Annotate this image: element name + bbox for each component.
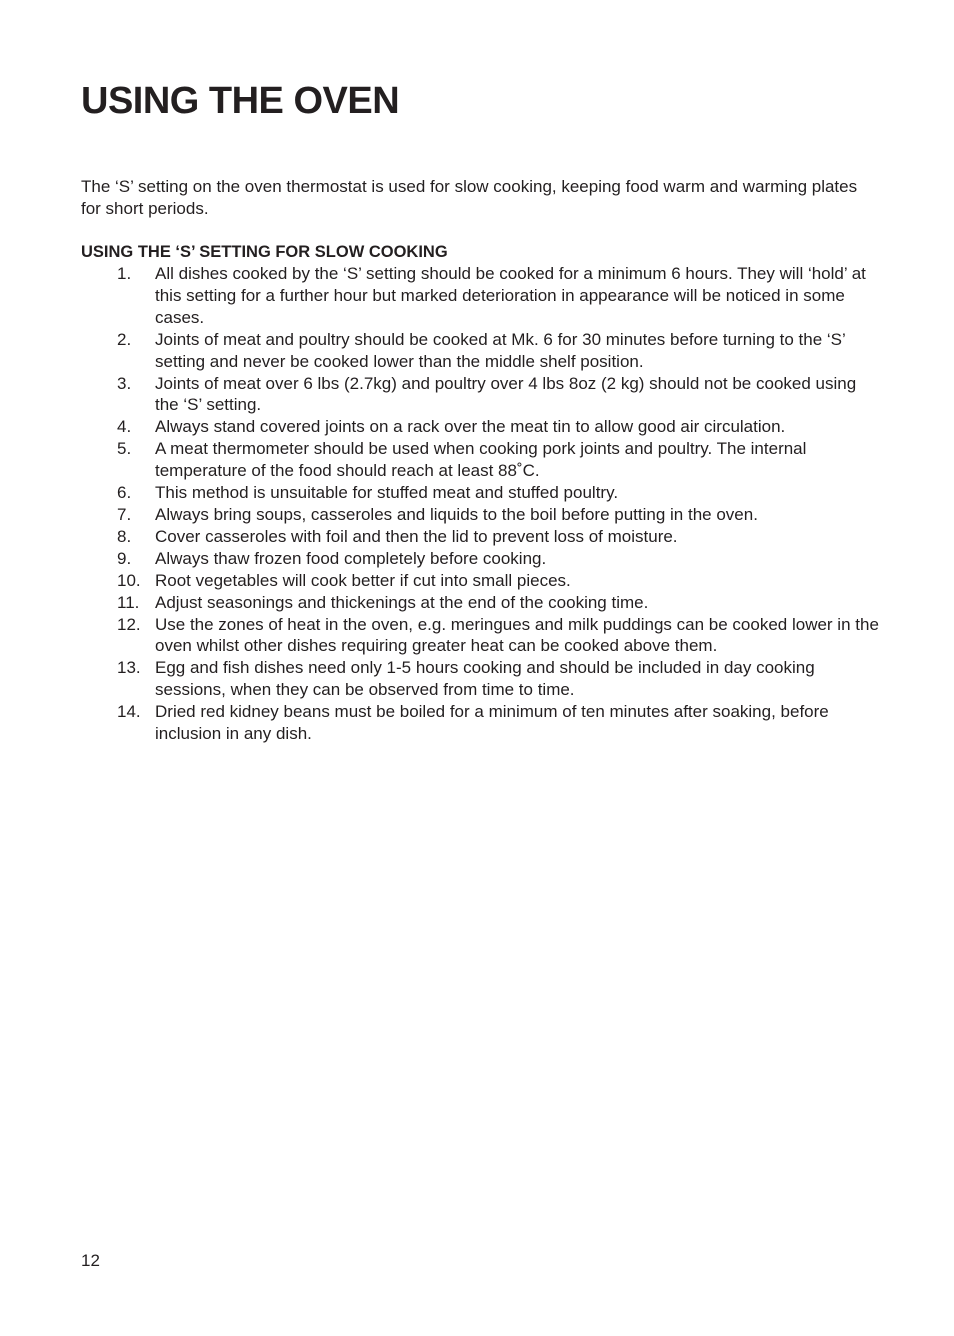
list-item: [81, 526, 881, 548]
item-text: Joints of meat and poultry should be cooked at Mk. 6 for 30 minutes before turning to the ‘S’ setting and never be cooked lower than the middle shelf position.: [155, 329, 846, 371]
intro-paragraph: The ‘S’ setting on the oven thermostat is used for slow cooking, keeping food warm and warming plates for short periods.: [81, 177, 858, 218]
item-number: 2.: [117, 329, 132, 349]
item-text: Always stand covered joints on a rack over the meat tin to allow good air circulation.: [155, 417, 786, 437]
item-number: 14.: [117, 702, 141, 722]
item-number: 6.: [117, 483, 132, 503]
page-title: USING THE OVEN: [81, 80, 400, 122]
item-text: This method is unsuitable for stuffed meat and stuffed poultry.: [155, 483, 619, 503]
list-item: [81, 438, 881, 482]
list-item: [81, 592, 881, 614]
item-text: All dishes cooked by the ‘S’ setting should be cooked for a minimum 6 hours. They will ‘hold’ at this setting for a further hour but marked deterioration in appearance will be noticed in some cases.: [155, 264, 866, 327]
list-item: [81, 657, 881, 701]
item-text: Adjust seasonings and thickenings at the end of the cooking time.: [155, 592, 649, 612]
item-text: Use the zones of heat in the oven, e.g. meringues and milk puddings can be cooked lower in the oven whilst other dishes requiring greater heat can be cooked above them.: [155, 614, 879, 656]
list-item: [81, 614, 881, 658]
item-text: Cover casseroles with foil and then the lid to prevent loss of moisture.: [155, 526, 678, 546]
item-text: A meat thermometer should be used when cooking pork joints and poultry. The internal temperature of the food should reach at least 88˚C.: [155, 439, 807, 481]
item-number: 12.: [117, 614, 141, 634]
list-item: [81, 701, 881, 745]
item-number: 5.: [117, 439, 132, 459]
item-text: Egg and fish dishes need only 1-5 hours cooking and should be included in day cooking sessions, when they can be observed from time to time.: [155, 658, 815, 700]
list-item: [81, 329, 881, 373]
page-number: 12: [81, 1251, 100, 1270]
item-number: 8.: [117, 526, 132, 546]
list-item: [81, 373, 881, 417]
item-number: 11.: [117, 592, 140, 612]
item-text: Always thaw frozen food completely before cooking.: [155, 548, 547, 568]
list-item: [81, 263, 881, 329]
item-number: 13.: [117, 658, 141, 678]
item-text: Root vegetables will cook better if cut into small pieces.: [155, 570, 571, 590]
section-heading: USING THE ‘S’ SETTING FOR SLOW COOKING: [81, 243, 448, 261]
item-number: 7.: [117, 504, 132, 524]
item-number: 1.: [117, 264, 132, 283]
list-item: [81, 482, 881, 504]
item-number: 3.: [117, 373, 132, 393]
instruction-list: [81, 263, 881, 745]
item-text: Always bring soups, casseroles and liquids to the boil before putting in the oven.: [155, 504, 758, 524]
item-number: 10.: [117, 570, 141, 590]
list-item: [81, 570, 881, 592]
item-number: 9.: [117, 548, 132, 568]
list-item: [81, 548, 881, 570]
list-item: [81, 504, 881, 526]
list-item: [81, 416, 881, 438]
item-number: 4.: [117, 417, 132, 437]
item-text: Dried red kidney beans must be boiled for a minimum of ten minutes after soaking, before inclusion in any dish.: [155, 702, 829, 744]
item-text: Joints of meat over 6 lbs (2.7kg) and poultry over 4 lbs 8oz (2 kg) should not be cooked using the ‘S’ setting.: [155, 373, 857, 415]
